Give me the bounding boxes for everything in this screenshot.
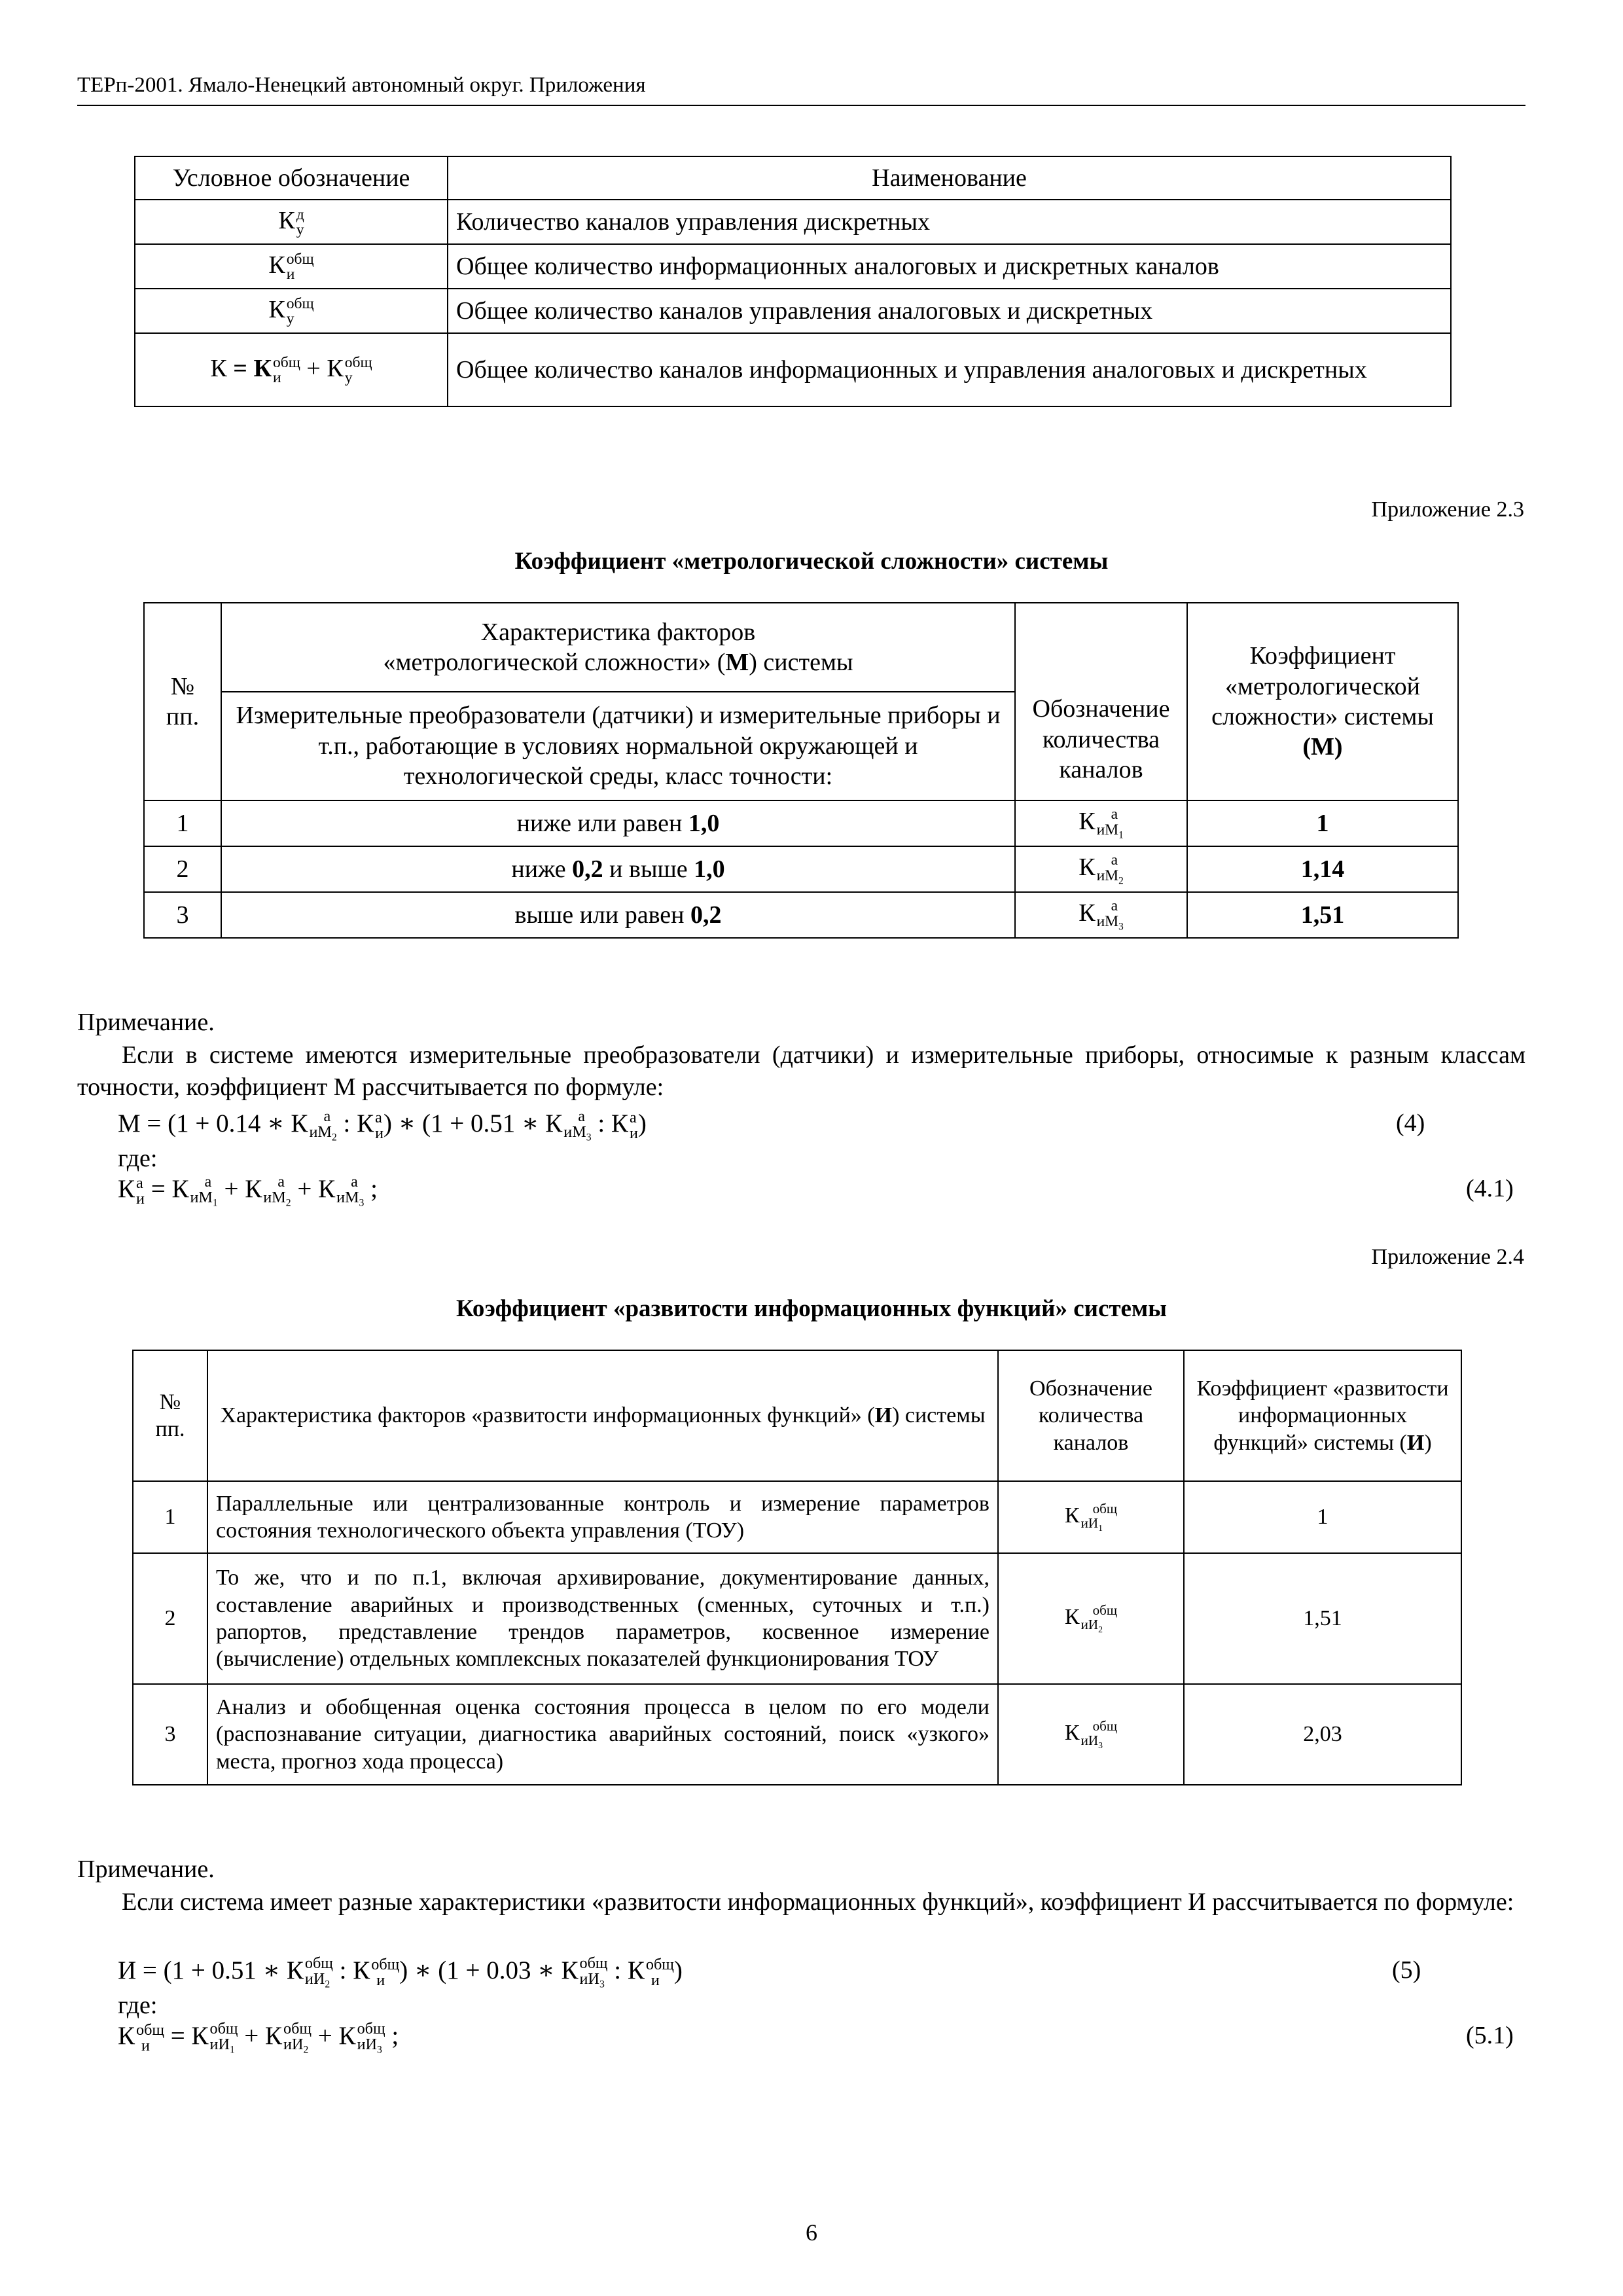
name-cell: Общее количество каналов управления аналоговых и дискретных	[448, 289, 1451, 333]
col-subheader-instruments: Измерительные преобразователи (датчики) и измерительные приборы и т.п., работающие в условиях нормальной окружающей и технологической среды, класс точности:	[221, 692, 1015, 800]
col-header-designation: Обозначение количества каналов	[1015, 603, 1187, 800]
row-coefficient: 1,51	[1187, 892, 1458, 938]
where-label: где:	[118, 1145, 158, 1172]
col-header-coefficient: Коэффициент «метрологической сложности» системы (М)	[1187, 603, 1458, 800]
info-functions-table	[132, 1350, 1462, 1785]
formula-number: (4.1)	[1466, 1175, 1514, 1202]
appendix-label: Приложение 2.4	[1371, 1245, 1524, 1269]
row-characteristic: Анализ и обобщенная оценка состояния процесса в целом по его модели (распознавание ситуации, диагностика аварийных состояний, поиск «узкого» места, прогноз хода процесса)	[207, 1684, 998, 1785]
table-row	[144, 892, 1458, 938]
symbol-cell: К общ и	[135, 244, 448, 289]
symbol-cell: К = К общ и + К общ у	[135, 333, 448, 406]
table-row	[135, 244, 1451, 289]
row-characteristic: Параллельные или централизованные контроль и измерение параметров состояния технологического объекта управления (ТОУ)	[207, 1481, 998, 1553]
metrology-table	[143, 602, 1459, 939]
table-row	[133, 1684, 1461, 1785]
header-rule	[77, 105, 1525, 106]
row-coefficient: 1,14	[1187, 846, 1458, 892]
row-coefficient: 1	[1187, 800, 1458, 846]
where-label: где:	[118, 1992, 158, 2019]
col-header-characteristic: Характеристика факторов «метрологической сложности» (М) системы	[221, 603, 1015, 692]
formula-number: (5)	[1392, 1956, 1421, 1984]
row-coefficient: 1,51	[1184, 1553, 1461, 1684]
formula-4-1: К а и = К а $иМ_1$ + К а $иМ_2$ + К а $иМ_3$ ;	[118, 1173, 378, 1209]
appendix-title: Коэффициент «метрологической сложности» системы	[514, 548, 1109, 575]
formula-number: (4)	[1396, 1109, 1425, 1137]
table-row	[135, 333, 1451, 406]
page-number: 6	[806, 2219, 817, 2246]
note-text: Если система имеет разные характеристики «развитости информационных функций», коэффициент И рассчитывается по формуле:	[122, 1888, 1514, 1916]
note-label: Примечание.	[77, 1009, 215, 1036]
col-header-designation: Обозначение количества каналов	[998, 1350, 1184, 1481]
table-row	[133, 1553, 1461, 1684]
row-characteristic: То же, что и по п.1, включая архивирование, документирование данных, составление аварийных и производственных (сменных, суточных и т.п.) рапортов, представление трендов параметров, косвенное измерение (вычисление) отдельных комплексных показателей функционирования ТОУ	[207, 1553, 998, 1684]
formula-number: (5.1)	[1466, 2022, 1514, 2049]
row-designation: К общ $иИ_1$	[998, 1481, 1184, 1553]
col-header-num: № пп.	[133, 1350, 207, 1481]
formula-4: М = (1 + 0.14 ∗ К а $иМ_2$ : К а и ) ∗ (1 + 0.51 ∗ К а $иМ_3$ : К а и )	[118, 1107, 647, 1143]
symbol-cell: К общ у	[135, 289, 448, 333]
formula-5: И = (1 + 0.51 ∗ К общ $иИ_2$ : К общ и ) ∗ (1 + 0.03 ∗ К общ $иИ_3$ : К общ и )	[118, 1954, 683, 1990]
row-designation: К общ $иИ_3$	[998, 1684, 1184, 1785]
symbol-cell: К д у	[135, 200, 448, 244]
row-num: 3	[144, 892, 221, 938]
table-row	[135, 200, 1451, 244]
note-label: Примечание.	[77, 1856, 215, 1883]
col-header-symbol: Условное обозначение	[135, 156, 448, 200]
symbols-table	[134, 156, 1452, 407]
running-header: ТЕРп-2001. Ямало-Ненецкий автономный округ. Приложения	[77, 73, 646, 97]
appendix-title: Коэффициент «развитости информационных функций» системы	[455, 1295, 1168, 1322]
col-header-num: № пп.	[144, 603, 221, 800]
col-header-coefficient: Коэффициент «развитости информационных функций» системы (И)	[1184, 1350, 1461, 1481]
row-num: 1	[144, 800, 221, 846]
row-num: 2	[144, 846, 221, 892]
row-num: 3	[133, 1684, 207, 1785]
appendix-label: Приложение 2.3	[1371, 497, 1524, 522]
table-row	[144, 846, 1458, 892]
row-num: 1	[133, 1481, 207, 1553]
row-accuracy: ниже или равен 1,0	[221, 800, 1015, 846]
table-row	[144, 800, 1458, 846]
name-cell: Количество каналов управления дискретных	[448, 200, 1451, 244]
name-cell: Общее количество информационных аналоговых и дискретных каналов	[448, 244, 1451, 289]
col-header-name: Наименование	[448, 156, 1451, 200]
row-accuracy: выше или равен 0,2	[221, 892, 1015, 938]
row-accuracy: ниже 0,2 и выше 1,0	[221, 846, 1015, 892]
row-designation: К общ $иИ_2$	[998, 1553, 1184, 1684]
row-coefficient: 1	[1184, 1481, 1461, 1553]
table-row	[135, 289, 1451, 333]
row-designation: К а $иМ_3$	[1015, 892, 1187, 938]
name-cell: Общее количество каналов информационных и управления аналоговых и дискретных	[448, 333, 1451, 406]
row-designation: К а $иМ_2$	[1015, 846, 1187, 892]
formula-5-1: К общ и = К общ $иИ_1$ + К общ $иИ_2$ + К общ $иИ_3$ ;	[118, 2020, 399, 2056]
row-coefficient: 2,03	[1184, 1684, 1461, 1785]
col-header-characteristic: Характеристика факторов «развитости информационных функций» (И) системы	[207, 1350, 998, 1481]
row-designation: К а $иМ_1$	[1015, 800, 1187, 846]
note-text: Если в системе имеются измерительные преобразователи (датчики) и измерительные приборы, относимые к разным классам точности, коэффициент М рассчитывается по формуле:	[77, 1041, 1525, 1102]
table-row	[133, 1481, 1461, 1553]
row-num: 2	[133, 1553, 207, 1684]
